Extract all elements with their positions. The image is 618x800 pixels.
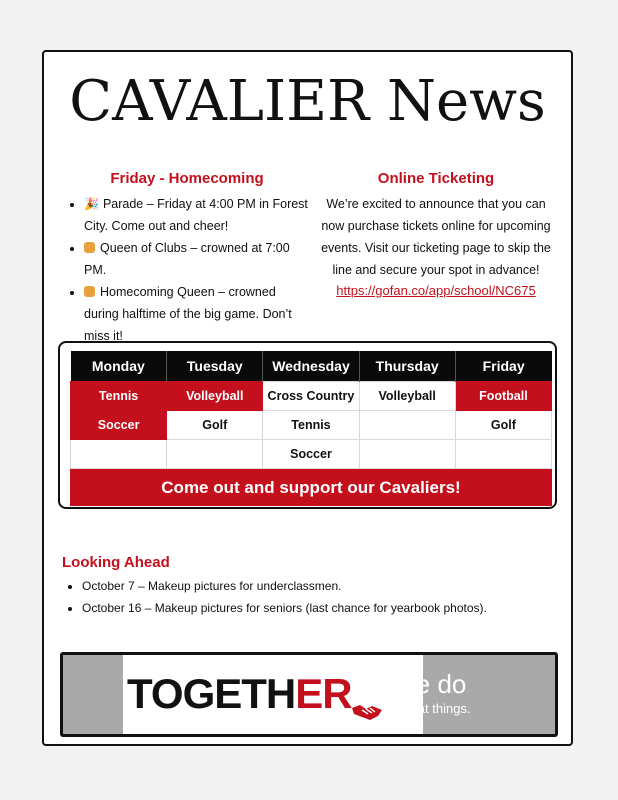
schedule-cell: Soccer — [71, 411, 167, 440]
day-header: Wednesday — [263, 351, 359, 382]
table-row — [71, 440, 552, 469]
list-item: • October 16 – Makeup pictures for seniors (last chance for yearbook photos). — [82, 597, 552, 619]
day-header: Friday — [455, 351, 551, 382]
schedule-cell: Soccer — [263, 440, 359, 469]
masthead-title: CAVALIER News — [69, 69, 546, 134]
schedule-cell: Football — [455, 382, 551, 411]
schedule-frame — [58, 341, 557, 509]
list-item — [84, 193, 312, 237]
party-popper-icon: 🎉 — [84, 197, 99, 211]
day-header: Monday — [71, 351, 167, 382]
together-logo-text — [127, 670, 352, 718]
looking-ahead-list — [62, 575, 552, 619]
homecoming-section — [62, 170, 312, 347]
list-item-text: Parade – Friday at 4:00 PM in Forest City. Come out and cheer! — [84, 197, 308, 233]
burger-icon — [84, 242, 95, 253]
ticketing-title: Online Ticketing — [377, 170, 495, 187]
newsletter-page — [42, 50, 573, 746]
day-header: Tuesday — [167, 351, 263, 382]
looking-ahead-title: Looking Ahead — [62, 554, 170, 571]
schedule-cell — [455, 440, 551, 469]
schedule-cell — [167, 440, 263, 469]
logo-word-main: TOGETH — [127, 670, 296, 717]
schedule-cell — [71, 440, 167, 469]
schedule-cell: Volleyball — [167, 382, 263, 411]
schedule-cell: Volleyball — [359, 382, 455, 411]
logo-tagline-1: we do — [397, 669, 467, 699]
list-item: • October 7 – Makeup pictures for underclassmen. — [82, 575, 552, 597]
together-logo-banner — [60, 652, 558, 737]
logo-word-accent: ER — [295, 670, 352, 717]
ticketing-link[interactable]: https://gofan.co/app/school/NC675 — [336, 283, 536, 298]
list-item-text: Queen of Clubs – crowned at 7:00 PM. — [84, 241, 290, 277]
homecoming-list — [62, 193, 312, 347]
homecoming-title: Friday - Homecoming — [110, 170, 264, 187]
schedule-cell — [359, 440, 455, 469]
schedule-cell: Tennis — [263, 411, 359, 440]
ticketing-body: We’re excited to announce that you can now purchase tickets online for upcoming events. Visit our ticketing page to skip the line and secure your spot in advance! — [321, 197, 551, 277]
handshake-icon — [350, 702, 384, 722]
table-row — [71, 382, 552, 411]
list-item-text: Homecoming Queen – crowned during halftime of the big game. Don’t miss it! — [84, 285, 292, 343]
looking-ahead-section — [62, 554, 552, 619]
schedule-table — [70, 351, 552, 506]
schedule-cell: Cross Country — [263, 382, 359, 411]
schedule-cell: Tennis — [71, 382, 167, 411]
list-item — [84, 281, 312, 347]
day-header: Thursday — [359, 351, 455, 382]
table-row — [71, 411, 552, 440]
schedule-header-row — [71, 351, 552, 382]
list-item — [84, 237, 312, 281]
support-banner: Come out and support our Cavaliers! — [70, 469, 552, 506]
burger-icon — [84, 286, 95, 297]
ticketing-section — [316, 170, 556, 298]
logo-tagline-2: great things. — [399, 701, 471, 716]
schedule-cell — [359, 411, 455, 440]
schedule-cell: Golf — [167, 411, 263, 440]
schedule-cell: Golf — [455, 411, 551, 440]
